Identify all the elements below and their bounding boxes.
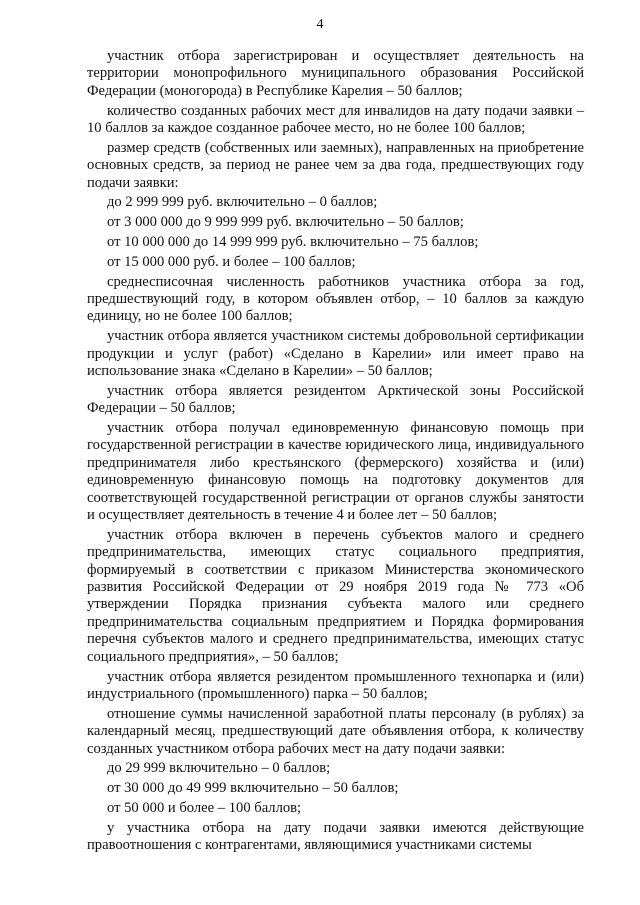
paragraph-salary-ratio: отношение суммы начисленной заработной платы персоналу (в рублях) за календарный месяц, предшествующий дате объявления отбора, к количеству созданных участником отбора рабочих мест на дату подачи заявки: [87,705,584,757]
list-item-assets-75: от 10 000 000 до 14 999 999 руб. включительно – 75 баллов; [107,234,479,251]
document-body [87,48,584,857]
paragraph-disabled-jobs: количество созданных рабочих мест для инвалидов на дату подачи заявки – 10 баллов за каждое созданное рабочее место, но не более 100 баллов; [87,102,584,137]
paragraph-financial-aid: участник отбора получал единовременную финансовую помощь при государственной регистрации в качестве юридического лица, индивидуального предпринимателя либо крестьянского (фермерского) хозяйства и (или) единовременную финансовую помощь на подготовку документов для соответствующей государственной регистрации от органов службы занятости и осуществляет деятельность в течение 4 и более лет – 50 баллов; [87,420,584,524]
paragraph-arctic-zone: участник отбора является резидентом Арктической зоны Российской Федерации – 50 баллов; [87,382,584,417]
paragraph-made-in-karelia: участник отбора является участником системы добровольной сертификации продукции и услуг (работ) «Сделано в Карелии» или имеет право на использование знака «Сделано в Карелии» – 50 баллов; [87,328,584,380]
paragraph-fixed-assets: размер средств (собственных или заемных), направленных на приобретение основных средств, за период не ранее чем за два года, предшествующих году подачи заявки: [87,139,584,191]
paragraph-social-enterprise: участник отбора включен в перечень субъектов малого и среднего предпринимательства, имеющих статус социального предприятия, формируемый в соответствии с приказом Министерства экономического развития Российской Федерации от 29 ноября 2019 года № 773 «Об утверждении Порядка признания субъекта малого или среднего предпринимательства социальным предприятием и Порядка формирования перечня субъектов малого и среднего предпринимательства, имеющих статус социального предприятия», – 50 баллов; [87,526,584,665]
paragraph-counterparties: у участника отбора на дату подачи заявки имеются действующие правоотношения с контрагентами, являющимися участниками системы [87,819,584,854]
page-number: 4 [316,17,324,32]
list-item-assets-50: от 3 000 000 до 9 999 999 руб. включительно – 50 баллов; [107,214,464,231]
list-item-salary-100: от 50 000 и более – 100 баллов; [107,799,302,816]
paragraph-technopark: участник отбора является резидентом промышленного технопарка и (или) индустриального (промышленного) парка – 50 баллов; [87,668,584,702]
list-item-assets-0: до 2 999 999 руб. включительно – 0 баллов; [107,194,378,211]
list-item-assets-100: от 15 000 000 руб. и более – 100 баллов; [107,253,356,270]
list-item-salary-0: до 29 999 включительно – 0 баллов; [107,760,331,777]
list-item-salary-50: от 30 000 до 49 999 включительно – 50 баллов; [107,780,399,797]
paragraph-headcount: среднесписочная численность работников участника отбора за год, предшествующий году, в котором объявлен отбор, – 10 баллов за каждую единицу, но не более 100 баллов; [87,273,584,325]
paragraph-monotown: участник отбора зарегистрирован и осуществляет деятельность на территории монопрофильного муниципального образования Российской Федерации (моногорода) в Республике Карелия – 50 баллов; [87,48,584,99]
